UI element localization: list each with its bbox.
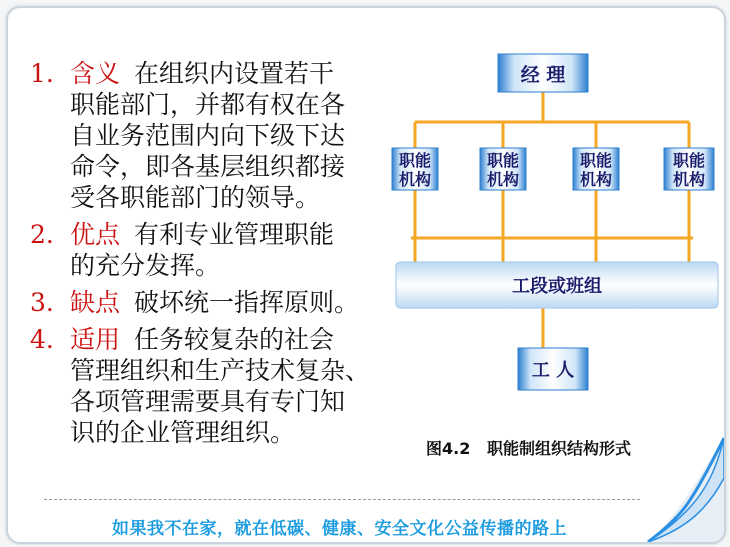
function-label: 职能 (579, 151, 613, 170)
function-node (664, 148, 714, 190)
divider (44, 499, 640, 500)
function-node (573, 148, 619, 190)
figure-caption: 图4.2 职能制组织结构形式 (426, 439, 632, 458)
function-label: 机构 (672, 170, 706, 189)
item-keyword: 优点 (70, 220, 121, 249)
function-label: 职能 (398, 151, 432, 170)
item-text: 破坏统一指挥原则。 (134, 288, 360, 317)
item-line: 管理组织和生产技术复杂、 (70, 356, 371, 385)
org-chart-diagram (8, 8, 724, 542)
connector-lines (411, 92, 693, 348)
footer-slogan: 如果我不在家，就在低碳、健康、安全文化公益传播的路上 (112, 519, 567, 539)
workers-node (518, 348, 588, 390)
item-line: 识的企业管理组织。 (70, 418, 296, 447)
slide (6, 6, 726, 544)
item-text: 在组织内设置若干 (134, 59, 335, 88)
function-node (392, 148, 438, 190)
item-keyword: 含义 (70, 59, 121, 88)
item-number: 1. (30, 59, 54, 88)
page-curl (648, 438, 724, 542)
item-number: 2. (30, 220, 54, 249)
function-label: 职能 (486, 151, 520, 170)
item-keyword: 缺点 (70, 288, 121, 317)
function-label: 机构 (486, 170, 520, 189)
item-keyword: 适用 (70, 325, 121, 354)
function-node (480, 148, 526, 190)
item-line: 命令，即各基层组织都接 (70, 152, 346, 181)
workshop-label: 工段或班组 (512, 276, 602, 297)
workers-label: 工 人 (531, 360, 575, 381)
function-label: 机构 (398, 170, 432, 189)
item-number: 3. (30, 288, 54, 317)
item-text: 任务较复杂的社会 (134, 325, 335, 354)
item-line: 自业务范围内向下级下达 (70, 121, 346, 150)
manager-node (498, 54, 588, 92)
item-line: 受各职能部门的领导。 (70, 183, 321, 212)
item-number: 4. (30, 325, 54, 354)
function-label: 机构 (579, 170, 613, 189)
item-line: 的充分发挥。 (70, 251, 221, 280)
item-text: 有利专业管理职能 (134, 220, 335, 249)
item-line: 各项管理需要具有专门知 (70, 387, 346, 416)
function-label: 职能 (672, 151, 706, 170)
item-line: 职能部门，并都有权在各 (70, 90, 346, 119)
workshop-bar (396, 262, 718, 308)
manager-label: 经 理 (520, 64, 566, 86)
